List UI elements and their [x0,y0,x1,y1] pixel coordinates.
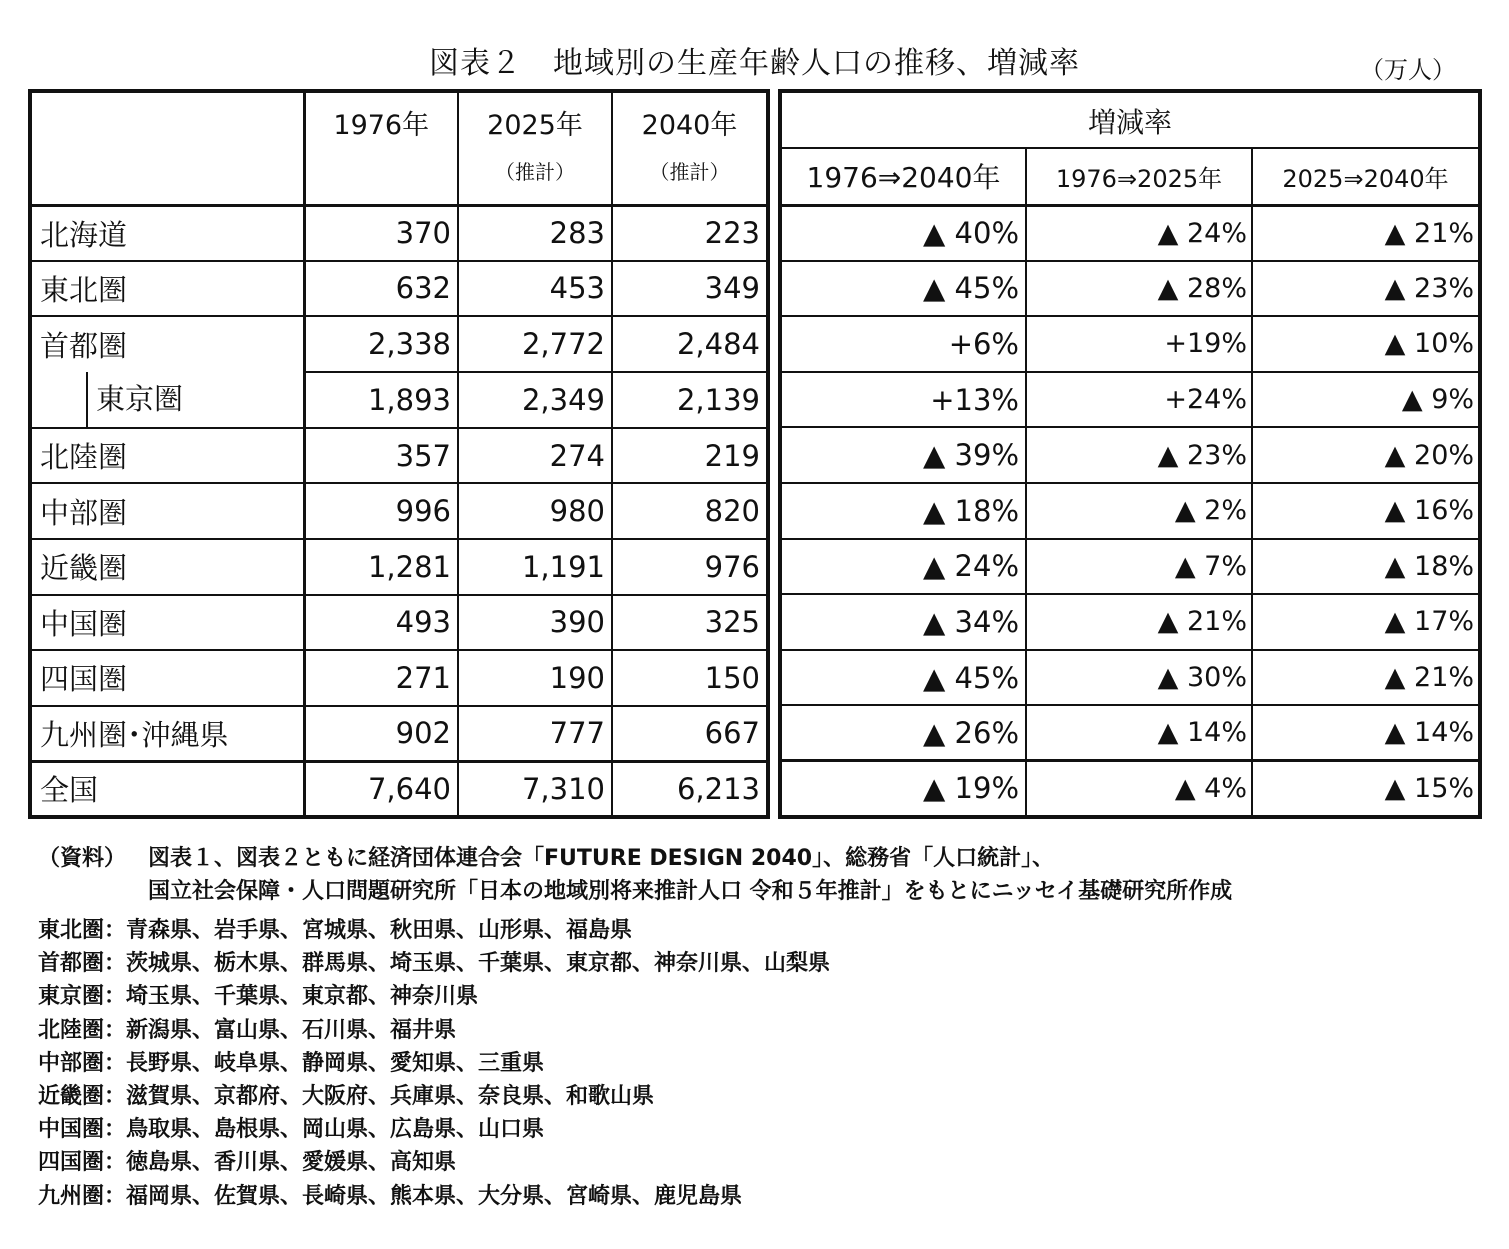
table-row [30,428,768,484]
rate-value: ▲ 24% [1026,205,1252,261]
value-2040: 6,213 [676,771,760,806]
region-definition: 四国圏：徳島県、香川県、愛媛県、高知県 [38,1150,457,1176]
year-label: 2025年 [487,110,583,141]
table-row [30,316,768,372]
rate-value: ▲ 17% [1252,594,1480,650]
rate-value: ▲ 45% [780,650,1026,706]
table-row [780,316,1480,372]
value-2025: 7,310 [458,761,612,817]
table-row [30,706,768,762]
table-row [30,205,768,261]
notes [38,842,1232,1213]
value-1976: 902 [304,706,458,762]
region-name: 北陸圏 [30,428,304,484]
rate-value: ▲ 21% [1252,650,1480,706]
value-2040: 150 [612,650,768,706]
region-name: 中部圏 [30,483,304,539]
header-row [30,91,768,205]
table-row [780,261,1480,317]
table-row [30,372,768,428]
rate-value: ▲ 23% [1026,427,1252,483]
value-2025: 1,191 [458,539,612,595]
rate-value: +19% [1026,316,1252,372]
value-2025: 274 [458,428,612,484]
value-1976: 271 [304,650,458,706]
region-name-indented: 東京圏 [86,372,303,427]
region-definition: 九州圏：福岡県、佐賀県、長崎県、熊本県、大分県、宮崎県、鹿児島県 [38,1183,743,1209]
rate-value: ▲ 14% [1252,705,1480,761]
region-name: 近畿圏 [30,539,304,595]
rate-column-header: 1976⇒2040年 [780,148,1026,205]
table-row [780,761,1480,817]
unit-label: （万人） [1360,56,1456,84]
value-2025: 980 [458,483,612,539]
table-row [30,261,768,317]
region-definitions [38,914,1232,1213]
region-definition: 中国圏：鳥取県、島根県、岡山県、広島県、山口県 [38,1117,545,1143]
value-1976: 1,281 [304,539,458,595]
corner-cell [30,91,304,205]
table-row [780,483,1480,539]
rate-value: +13% [780,372,1026,428]
rate-column-header: 2025⇒2040年 [1252,148,1480,205]
rate-value: ▲ 19% [780,761,1026,817]
rate-value: ▲ 18% [1252,539,1480,595]
rate-value: +6% [780,316,1026,372]
region-definition: 中部圏：長野県、岐阜県、静岡県、愛知県、三重県 [38,1050,545,1076]
year-header [458,91,612,205]
value-2025: 390 [458,595,612,651]
table-row [30,483,768,539]
value-1976: 357 [304,428,458,484]
value-2040: 2,139 [612,372,768,428]
table-row [780,650,1480,706]
table-row [780,594,1480,650]
value-2025: 777 [458,706,612,762]
table-row [780,205,1480,261]
rate-value: ▲ 34% [780,594,1026,650]
rate-value: ▲ 15% [1384,772,1475,804]
region-name: 四国圏 [30,650,304,706]
value-2040: 2,484 [612,316,768,372]
rate-value: ▲ 21% [1026,594,1252,650]
rate-value: ▲ 2% [1026,483,1252,539]
value-2040: 667 [612,706,768,762]
rate-table [778,89,1482,819]
rate-value: ▲ 26% [780,705,1026,761]
year-sub-label: （推計） [495,160,575,184]
rate-value: ▲ 18% [780,483,1026,539]
year-label: 2040年 [641,110,738,141]
rate-value: ▲ 10% [1252,316,1480,372]
rate-value: ▲ 23% [1252,261,1480,317]
value-2040: 820 [612,483,768,539]
rate-value: ▲ 4% [1026,761,1252,817]
value-2025: 2,772 [458,316,612,372]
region-definition: 首都圏：茨城県、栃木県、群馬県、埼玉県、千葉県、東京都、神奈川県、山梨県 [38,951,831,977]
value-2040: 349 [612,261,768,317]
rate-value: ▲ 9% [1252,372,1480,428]
region-name: 中国圏 [30,595,304,651]
rate-value: ▲ 45% [780,261,1026,317]
rate-value: ▲ 7% [1026,539,1252,595]
table-row [780,705,1480,761]
table-row [780,427,1480,483]
table-row [780,372,1480,428]
rate-value: ▲ 39% [780,427,1026,483]
region-name: 東北圏 [30,261,304,317]
rate-value: ▲ 16% [1252,483,1480,539]
table-row [30,650,768,706]
year-sub-label: （推計） [649,160,730,184]
rate-column-header: 1976⇒2025年 [1026,148,1252,205]
rate-group-header: 増減率 [780,91,1480,148]
value-1976: 2,338 [304,316,458,372]
rate-value: ▲ 40% [780,205,1026,261]
value-1976: 7,640 [304,761,458,817]
source-line-2: 国立社会保障・人口問題研究所「日本の地域別将来推計人口 令和５年推計」をもとにニッセイ基礎研究所作成 [148,879,1233,904]
region-definition: 近畿圏：滋賀県、京都府、大阪府、兵庫県、奈良県、和歌山県 [38,1084,655,1110]
source-note [38,842,1232,908]
year-label: 1976年 [333,110,430,141]
value-2025: 283 [458,205,612,261]
region-name: 北海道 [30,205,304,261]
table-row [780,539,1480,595]
region-definition: 東北圏：青森県、岩手県、宮城県、秋田県、山形県、福島県 [38,918,633,943]
value-1976: 370 [304,205,458,261]
population-table [28,89,770,819]
value-2025: 190 [458,650,612,706]
value-2025: 2,349 [458,372,612,428]
region-name: 全国 [30,761,304,817]
rate-value: ▲ 21% [1252,205,1480,261]
table-row [30,539,768,595]
value-2040: 325 [612,595,768,651]
page-title: 図表２ 地域別の生産年齢人口の推移、増減率 [429,46,1080,81]
year-header [304,91,458,205]
rate-value: +24% [1026,372,1252,428]
value-1976: 632 [304,261,458,317]
rate-value: ▲ 28% [1026,261,1252,317]
region-definition: 東京圏：埼玉県、千葉県、東京都、神奈川県 [38,984,479,1010]
value-2040: 219 [612,428,768,484]
value-2025: 453 [458,261,612,317]
value-1976: 493 [304,595,458,651]
value-2040: 976 [612,539,768,595]
value-1976: 996 [304,483,458,539]
region-name [30,372,304,428]
table-row [30,595,768,651]
value-1976: 1,893 [304,372,458,428]
value-2040: 223 [612,205,768,261]
rate-value: ▲ 20% [1252,427,1480,483]
region-name: 首都圏 [30,316,304,372]
region-definition: 北陸圏：新潟県、富山県、石川県、福井県 [38,1017,457,1043]
region-name: 九州圏･沖縄県 [30,706,304,762]
rate-value: ▲ 24% [780,539,1026,595]
rate-value: ▲ 14% [1026,705,1252,761]
rate-value: ▲ 30% [1026,650,1252,706]
source-line-1: 図表１、図表２ともに経済団体連合会「FUTURE DESIGN 2040」、総務省「人口統計」、 [148,846,1055,871]
year-header [612,91,768,205]
table-row [30,761,768,817]
source-label: （資料） [38,846,127,871]
